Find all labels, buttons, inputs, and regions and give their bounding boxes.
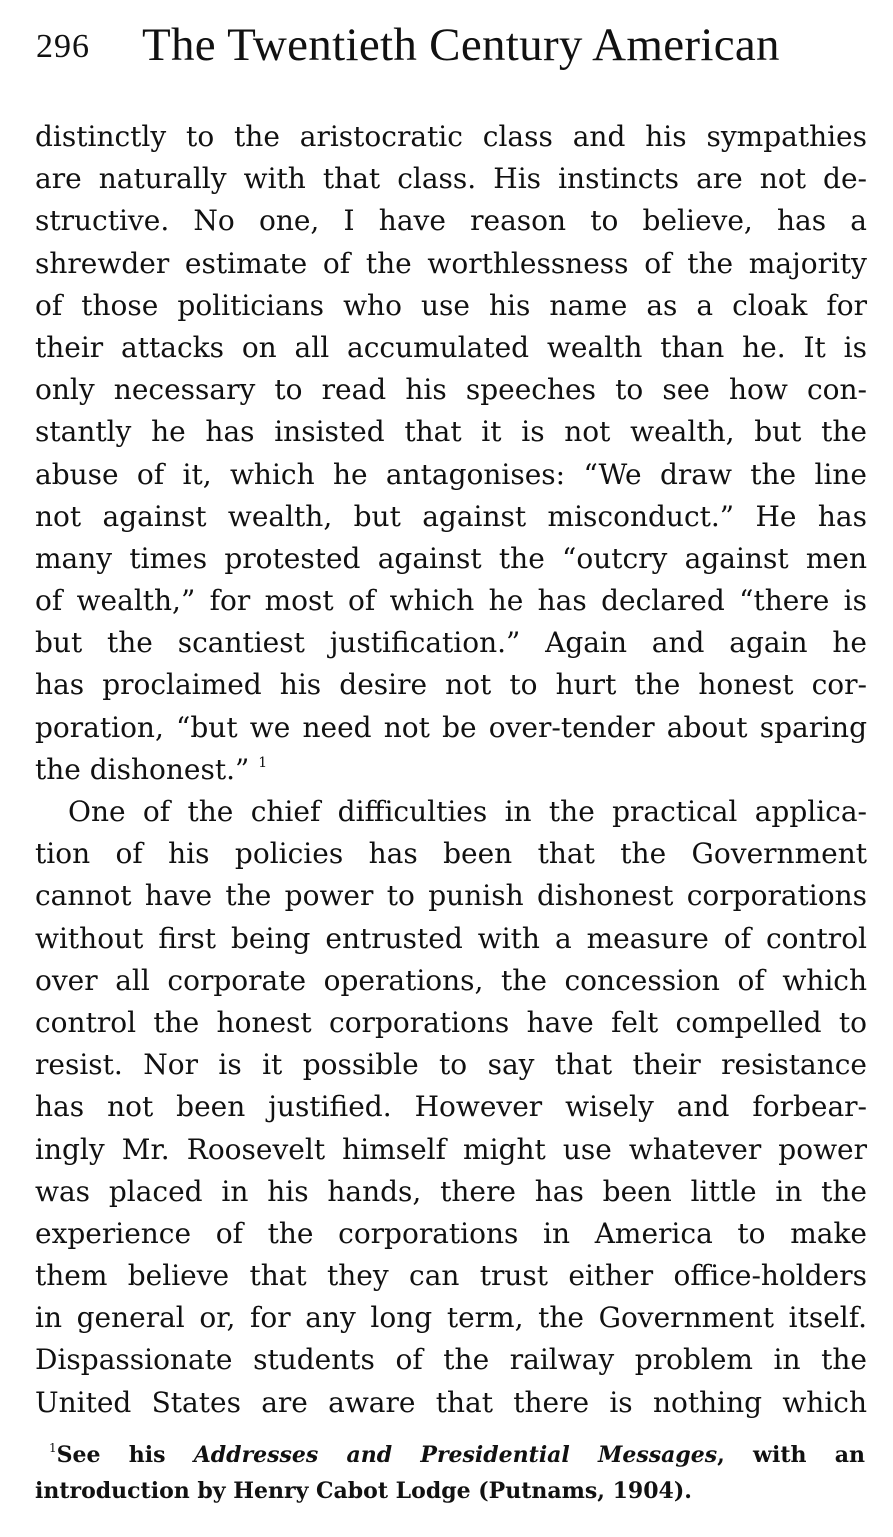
footnote [35, 1437, 865, 1509]
text-line: without first being entrusted with a measure of control [35, 921, 867, 955]
text-line: has proclaimed his desire not to hurt the honest cor- [35, 668, 867, 702]
text-line: of those politicians who use his name as a cloak for [35, 288, 867, 322]
footnote-text: , with an [717, 1442, 865, 1468]
text-line: over all corporate operations, the concession of which [35, 963, 867, 997]
text-line: only necessary to read his speeches to see how con- [35, 373, 867, 407]
footnote-line [35, 1437, 865, 1473]
text-line: of wealth,” for most of which he has declared “there is [35, 584, 867, 618]
text-line: has not been justified. However wisely and forbear- [35, 1090, 867, 1124]
text-line: not against wealth, but against misconduct.” He has [35, 499, 867, 533]
footnote-marker: 1 [49, 1441, 57, 1455]
text-line: structive. No one, I have reason to believe, has a [35, 204, 867, 238]
page-number: 296 [36, 28, 90, 65]
text-line: their attacks on all accumulated wealth than he. It is [35, 330, 867, 364]
paragraph-start-line: One of the chief difficulties in the practical applica- [68, 795, 867, 828]
text-line: resist. Nor is it possible to say that their resistance [35, 1048, 867, 1082]
text-line: United States are aware that there is nothing which [35, 1385, 867, 1419]
text-line: experience of the corporations in America to make [35, 1216, 867, 1250]
footnote-line: introduction by Henry Cabot Lodge (Putnams, 1904). [35, 1478, 692, 1504]
text-line: the dishonest.” [35, 752, 250, 786]
text-line: was placed in his hands, there has been little in the [35, 1174, 867, 1208]
footnote-cited-title: Addresses and Presidential Messages [193, 1442, 718, 1468]
text-line: distinctly to the aristocratic class and his sympathies [35, 120, 867, 153]
text-line: but the scantiest justification.” Again and again he [35, 626, 867, 660]
footnote-reference: 1 [258, 754, 268, 771]
text-line: are naturally with that class. His instincts are not de- [35, 162, 867, 196]
text-line: ingly Mr. Roosevelt himself might use whatever power [35, 1132, 867, 1166]
text-line: shrewder estimate of the worthlessness of the majority [35, 246, 867, 280]
paragraph-end-line [35, 749, 867, 791]
text-line: Dispassionate students of the railway problem in the [35, 1343, 867, 1377]
text-line: tion of his policies has been that the Government [35, 837, 867, 871]
running-title: The Twentieth Century American [142, 19, 780, 71]
footnote-text: See his [56, 1442, 194, 1468]
text-line: them believe that they can trust either office-holders [35, 1259, 867, 1293]
text-line: in general or, for any long term, the Government itself. [35, 1301, 867, 1335]
text-line: control the honest corporations have felt compelled to [35, 1005, 867, 1039]
body-text [35, 116, 867, 1424]
text-line: many times protested against the “outcry against men [35, 541, 867, 575]
text-line: cannot have the power to punish dishonest corporations [35, 879, 867, 913]
text-line: stantly he has insisted that it is not wealth, but the [35, 415, 867, 449]
page-header [36, 18, 856, 78]
text-line: abuse of it, which he antagonises: “We draw the line [35, 457, 867, 491]
text-line: poration, “but we need not be over-tender about sparing [35, 710, 867, 744]
